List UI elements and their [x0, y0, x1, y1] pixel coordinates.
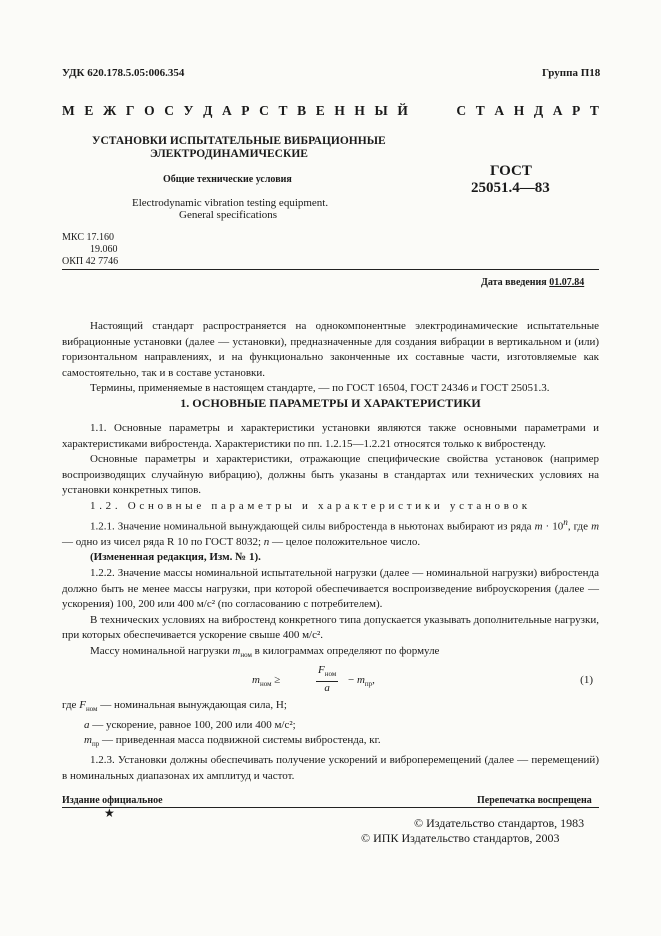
title-line-2: ЭЛЕКТРОДИНАМИЧЕСКИЕ — [150, 148, 308, 160]
section-1-body — [62, 421, 599, 784]
formula-pr: пр — [364, 679, 373, 688]
banner-letter: Д — [203, 103, 213, 118]
banner-letter: В — [297, 103, 307, 118]
okp-code: ОКП 42 7746 — [62, 256, 119, 267]
where-m-sub: пр — [91, 740, 100, 749]
equation-number: (1) — [580, 673, 593, 686]
mks-code-1: МКС 17.160 — [62, 232, 114, 243]
where-m-text: — приведенная масса подвижной системы вибростенда, кг. — [99, 734, 381, 747]
where-F-symbol: F — [79, 698, 86, 711]
formula-fraction — [316, 664, 338, 695]
banner-letter: О — [144, 103, 155, 118]
introduction-date-label: Дата введения — [481, 277, 550, 288]
gost-number: 25051.4—83 — [471, 180, 550, 196]
banner-letter: Р — [572, 103, 581, 118]
tu-paragraph: В технических условиях на вибростенд конкретного типа допускается указывать дополнительные нагрузки, при которых обеспечивается ускорение свыше 400 м/с². — [62, 613, 599, 642]
symbol-n: n — [263, 535, 270, 548]
fraction-denominator: a — [324, 681, 330, 694]
mks-code-2: 19.060 — [90, 244, 118, 255]
banner-letter: А — [221, 103, 232, 118]
clause-1-2-1 — [62, 515, 599, 551]
formula-lhs — [252, 673, 280, 693]
clause-1-2-3: 1.2.3. Установки должны обеспечивать получение ускорений и виброперемещений (далее — перемещений) в номинальных диапазонах их амплитуд и частот. — [62, 753, 599, 782]
banner-letter: Н — [513, 103, 525, 118]
banner-letter: Т — [278, 103, 288, 118]
mass-paragraph — [62, 644, 599, 664]
clause-1-2: 1.2. Основные параметры и характеристики установок — [90, 499, 531, 512]
banner-letter: А — [552, 103, 563, 118]
banner-letter: С — [259, 103, 269, 118]
clause-1-2-1-power: · 10 — [542, 520, 564, 533]
clause-1-2-1-def-n: — целое положительное число. — [269, 535, 421, 548]
gost-label: ГОСТ — [490, 163, 532, 179]
symbol-n-exponent: n — [563, 516, 568, 527]
banner-letter: Т — [589, 103, 599, 118]
fraction-numerator — [316, 664, 338, 682]
banner-letter: Р — [241, 103, 250, 118]
clause-1-2-1-text: 1.2.1. Значение номинальной вынуждающей силы вибростенда в ньютонах выбирают из ряда — [90, 520, 535, 533]
symbol-m-2: m — [591, 520, 600, 533]
formula-rhs — [348, 673, 375, 693]
introduction — [62, 319, 599, 397]
header-rule — [62, 269, 599, 270]
copyright-1983: © Издательство стандартов, 1983 — [414, 816, 585, 830]
udc-code: УДК 620.178.5.05:006.354 — [62, 67, 185, 79]
banner-letter: Ы — [374, 103, 388, 118]
banner-letter — [443, 103, 446, 119]
official-edition: Издание официальное — [62, 795, 163, 806]
formula-1 — [62, 664, 599, 698]
banner-letter: Д — [533, 103, 544, 118]
banner-letter: С — [164, 103, 174, 118]
formula-F: F — [318, 663, 325, 676]
where-m-symbol: m — [84, 734, 92, 747]
section-1-heading: 1. ОСНОВНЫЕ ПАРАМЕТРЫ И ХАРАКТЕРИСТИКИ — [180, 396, 481, 410]
where-a — [62, 718, 599, 734]
clause-1-2-2: 1.2.2. Значение массы номинальной испытательной нагрузки (далее — номинальной нагрузки) вибростенда должно быть не менее массы нагрузки, при которой обеспечивается воспроизведение виброускорения (далее — ускорения) 100, 200 или 400 м/с² (по согласованию с потребителем). — [62, 567, 599, 611]
where-a-symbol: a — [84, 718, 90, 731]
title-line-1: УСТАНОВКИ ИСПЫТАТЕЛЬНЫЕ ВИБРАЦИОННЫЕ — [92, 135, 386, 147]
symbol-m: m — [534, 520, 543, 533]
star-icon: ★ — [104, 806, 115, 820]
english-title-line-2: General specifications — [179, 209, 278, 221]
banner-letter: Е — [315, 103, 325, 118]
formula-F-nom: ном — [324, 669, 337, 678]
where-F — [62, 698, 599, 718]
interstate-standard-banner — [62, 103, 599, 119]
banner-letter: Т — [475, 103, 485, 118]
amendment-note: (Измененная редакция, Изм. № 1). — [90, 551, 261, 564]
copyright-2003: © ИПК Издательство стандартов, 2003 — [361, 831, 560, 845]
where-F-sub: ном — [85, 704, 98, 713]
english-title-line-1: Electrodynamic vibration testing equipment. — [132, 197, 329, 209]
clause-1-2-1-def-m: — одно из чисел ряда R 10 по ГОСТ 8032; — [62, 535, 264, 548]
clause-1-1-continued: Основные параметры и характеристики, отражающие специфические свойства установок (например воспроизводящих случайную вибрацию), должны быть указаны в стандартах или технических условиях на установки конкретных типов. — [62, 453, 599, 497]
banner-letter: Г — [125, 103, 135, 118]
banner-letter: У — [183, 103, 194, 118]
banner-letter: Ж — [102, 103, 117, 118]
formula-m-pr: m — [356, 673, 365, 686]
clause-1-2-1-where: , где — [567, 520, 592, 533]
formula-geq: ≥ — [271, 673, 281, 686]
banner-letter: А — [494, 103, 505, 118]
subscript-nom: ном — [240, 651, 252, 660]
group-code: Группа П18 — [542, 67, 601, 79]
clause-1-1: 1.1. Основные параметры и характеристики установки являются также основными параметрами и характеристиками вибростенда. Характеристики по пп. 1.2.15—1.2.21 относятся только к вибростенду. — [62, 422, 599, 450]
symbol-m-nom: m — [232, 644, 241, 657]
formula-minus: − — [348, 673, 357, 686]
where-prefix: где — [62, 698, 80, 711]
subtitle: Общие технические условия — [163, 174, 292, 185]
intro-paragraph: Настоящий стандарт распространяется на однокомпонентные электродинамические испытательные вибрационные установки (далее — установки), предназначенные для создания вибрации в вертикальном и (или) горизонтальном направлениях, и на функционально законченные их составные части, изготовляемые как самостоятельно, так и в составе установки. — [62, 320, 599, 379]
formula-m: m — [252, 673, 260, 686]
introduction-date-value: 01.07.84 — [549, 277, 585, 288]
banner-letter — [430, 103, 433, 119]
where-a-text: — ускорение, равное 100, 200 или 400 м/с²; — [89, 718, 296, 731]
banner-letter: Й — [397, 103, 408, 118]
banner-letter — [418, 103, 421, 119]
mass-text-end: в килограммах определяют по формуле — [251, 644, 440, 657]
mass-text: Массу номинальной нагрузки — [90, 644, 233, 657]
banner-letter: Н — [334, 103, 345, 118]
where-m — [62, 733, 599, 753]
banner-letter: М — [62, 103, 75, 118]
introduction-date — [481, 277, 584, 288]
footer-rule — [62, 807, 599, 808]
where-F-text: — номинальная вынуждающая сила, Н; — [97, 698, 287, 711]
terms-paragraph: Термины, применяемые в настоящем стандарте, — по ГОСТ 16504, ГОСТ 24346 и ГОСТ 25051.3. — [90, 382, 550, 395]
banner-letter: Н — [354, 103, 365, 118]
banner-letter: С — [456, 103, 467, 118]
reprint-prohibited: Перепечатка воспрещена — [477, 795, 592, 806]
banner-letter: Е — [84, 103, 94, 118]
formula-comma: , — [372, 673, 375, 686]
formula-nom: ном — [259, 679, 272, 688]
